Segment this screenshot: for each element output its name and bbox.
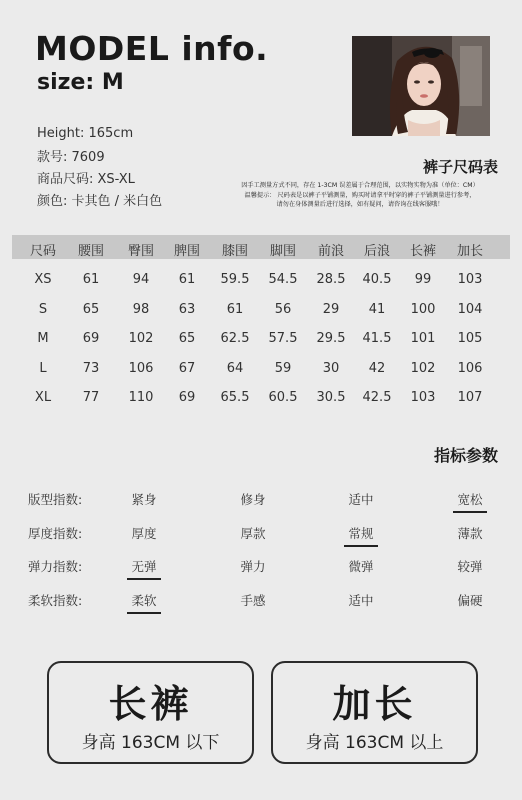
product-colors: 颜色: 卡其色 / 米白色 (37, 194, 163, 209)
table-cell: 106 (128, 361, 154, 376)
table-cell: 94 (132, 272, 150, 287)
length-name: 长裤 (108, 682, 193, 726)
param-option: 常规 (348, 526, 374, 541)
length-option-extended (271, 661, 478, 764)
table-cell: 30.5 (316, 390, 346, 405)
table-cell: 64 (226, 361, 244, 376)
param-option: 微弹 (348, 559, 374, 574)
table-cell: 107 (457, 390, 483, 405)
size-chart-note-2: 温馨提示： 尺码表是以裤子平铺测量，购买时请拿平时穿的裤子平铺测量进行参考， (244, 192, 476, 199)
table-cell: 105 (457, 331, 483, 346)
table-cell: 42 (368, 361, 386, 376)
table-cell: 28.5 (316, 272, 346, 287)
table-cell: 101 (410, 331, 436, 346)
param-option: 宽松 (457, 492, 483, 507)
table-cell: 103 (410, 390, 436, 405)
style-number: 款号: 7609 (37, 150, 105, 165)
table-header-cell: 脾围 (173, 244, 200, 259)
param-label: 厚度指数: (28, 526, 83, 541)
table-row-size: XS (34, 272, 52, 287)
table-cell: 40.5 (362, 272, 392, 287)
size-chart-note-1: 因手工测量方式不同，存在 1-3CM 误差属于合理范围，以实物实物为准（单位：CM） (241, 182, 479, 189)
param-selected-underline (344, 545, 378, 547)
table-cell: 29 (322, 302, 340, 317)
table-cell: 98 (132, 302, 150, 317)
table-cell: 57.5 (268, 331, 298, 346)
param-selected-underline (127, 578, 161, 580)
table-cell: 110 (128, 390, 154, 405)
table-header-cell: 腰围 (77, 244, 104, 259)
param-label: 柔软指数: (28, 593, 83, 608)
table-cell: 99 (414, 272, 432, 287)
table-header-cell: 加长 (456, 244, 483, 259)
param-option: 柔软 (131, 593, 157, 608)
table-cell: 54.5 (268, 272, 298, 287)
table-header-cell: 尺码 (29, 244, 56, 259)
length-name: 加长 (332, 682, 417, 726)
param-selected-underline (127, 612, 161, 614)
table-row-size: L (39, 361, 47, 376)
param-option: 薄款 (457, 526, 483, 541)
product-sizes: 商品尺码: XS-XL (37, 172, 135, 187)
table-cell: 65 (178, 331, 196, 346)
param-option: 紧身 (131, 492, 157, 507)
table-row-size: S (38, 302, 48, 317)
table-header-cell: 长裤 (409, 244, 436, 259)
table-cell: 104 (457, 302, 483, 317)
table-cell: 60.5 (268, 390, 298, 405)
size-chart-title: 裤子尺码表 (422, 158, 498, 176)
table-cell: 103 (457, 272, 483, 287)
table-cell: 41 (368, 302, 386, 317)
table-cell: 106 (457, 361, 483, 376)
table-cell: 73 (82, 361, 100, 376)
param-option: 手感 (240, 593, 266, 608)
param-option: 厚款 (240, 526, 266, 541)
table-cell: 61 (226, 302, 244, 317)
table-cell: 100 (410, 302, 436, 317)
table-cell: 59.5 (220, 272, 250, 287)
table-header-cell: 前浪 (317, 244, 344, 259)
length-desc: 身高 163CM 以下 (81, 733, 220, 753)
param-option: 修身 (240, 492, 266, 507)
table-header-cell: 后浪 (363, 244, 390, 259)
table-header-cell: 膝围 (221, 244, 248, 259)
table-cell: 77 (82, 390, 100, 405)
param-option: 偏硬 (457, 593, 483, 608)
table-header-cell: 脚围 (269, 244, 296, 259)
param-option: 适中 (348, 593, 374, 608)
table-cell: 59 (274, 361, 292, 376)
table-cell: 42.5 (362, 390, 392, 405)
model-height: Height: 165cm (37, 126, 134, 141)
table-cell: 67 (178, 361, 196, 376)
table-cell: 102 (128, 331, 154, 346)
table-row-size: M (37, 331, 49, 346)
param-option: 厚度 (131, 526, 157, 541)
table-header-cell: 臀围 (127, 244, 154, 259)
length-desc: 身高 163CM 以上 (305, 733, 444, 753)
params-title: 指标参数 (433, 446, 498, 465)
table-cell: 65 (82, 302, 100, 317)
param-option: 适中 (348, 492, 374, 507)
param-option: 弹力 (240, 559, 266, 574)
page-title: MODEL info. (35, 29, 269, 68)
table-cell: 102 (410, 361, 436, 376)
table-row-size: XL (34, 390, 52, 405)
param-option: 无弹 (131, 559, 157, 574)
length-option-long (47, 661, 254, 764)
table-cell: 61 (82, 272, 100, 287)
param-label: 弹力指数: (28, 559, 83, 574)
model-size: size: M (37, 70, 124, 95)
table-cell: 65.5 (220, 390, 250, 405)
size-chart-note-3: 请勿在身体测量后进行选择，如有疑问，请咨询在线客服哦！ (276, 201, 444, 208)
table-cell: 69 (82, 331, 100, 346)
table-cell: 62.5 (220, 331, 250, 346)
table-cell: 69 (178, 390, 196, 405)
table-cell: 29.5 (316, 331, 346, 346)
model-photo (352, 36, 490, 136)
table-cell: 61 (178, 272, 196, 287)
param-option: 较弹 (457, 559, 483, 574)
param-label: 版型指数: (28, 492, 83, 507)
table-cell: 41.5 (362, 331, 392, 346)
table-cell: 63 (178, 302, 196, 317)
table-cell: 56 (274, 302, 292, 317)
param-selected-underline (453, 511, 487, 513)
table-cell: 30 (322, 361, 340, 376)
